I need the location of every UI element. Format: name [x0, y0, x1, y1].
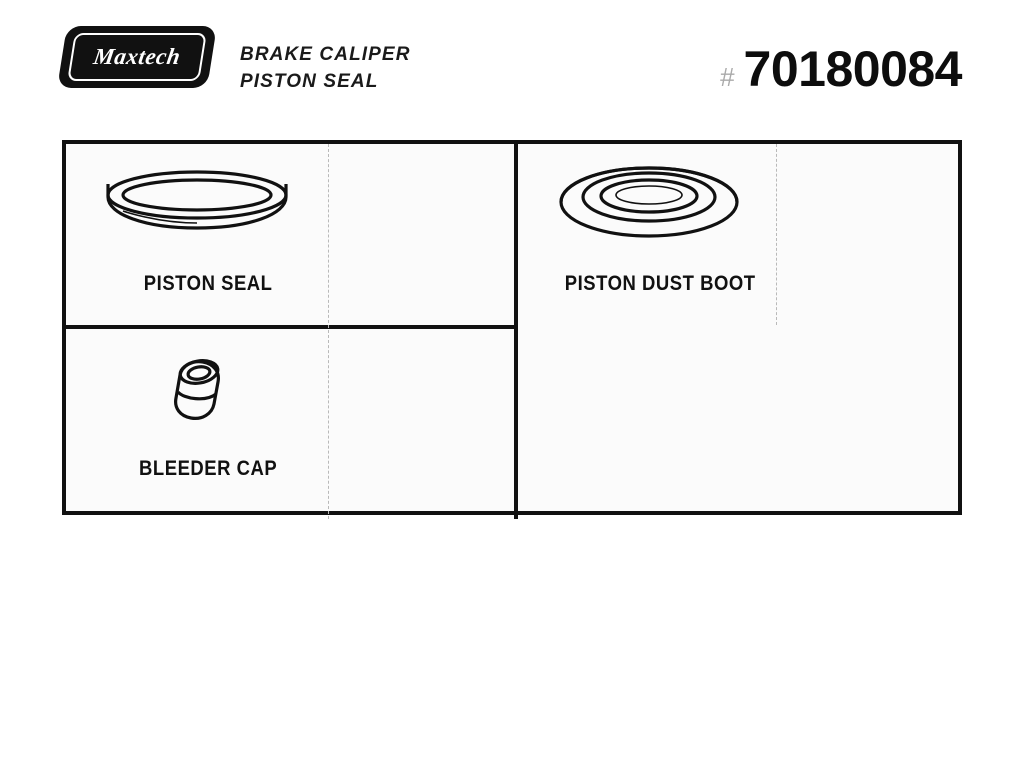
parts-grid — [62, 140, 962, 515]
part-number-block — [720, 40, 962, 98]
grid-cell-bleeder-cap — [66, 329, 514, 511]
grid-cell-piston-dust-boot — [518, 144, 966, 325]
grid-cell-label — [545, 272, 939, 296]
page-title-line-1: BRAKE CALIPER — [240, 44, 411, 65]
grid-cell-piston-seal — [66, 144, 514, 325]
page-header — [62, 26, 962, 106]
part-number-value: 70180084 — [743, 41, 962, 97]
piston-dust-boot-label: PISTON DUST BOOT — [564, 272, 756, 295]
bleeder-cap-label: BLEEDER CAP — [139, 457, 278, 480]
grid-cell-label — [93, 272, 487, 296]
registered-trademark-icon: ® — [190, 70, 197, 80]
hash-icon: # — [720, 62, 735, 92]
grid-cell-empty — [518, 329, 966, 511]
page-title — [240, 42, 411, 96]
piston-seal-illustration — [66, 152, 514, 262]
grid-cell-label — [93, 457, 487, 481]
page-title-line-2: PISTON SEAL — [240, 70, 379, 92]
piston-seal-label: PISTON SEAL — [143, 272, 273, 295]
piston-dust-boot-illustration — [518, 152, 966, 262]
bleeder-cap-illustration — [66, 337, 514, 447]
brand-wordmark: Maxtech — [91, 44, 183, 69]
